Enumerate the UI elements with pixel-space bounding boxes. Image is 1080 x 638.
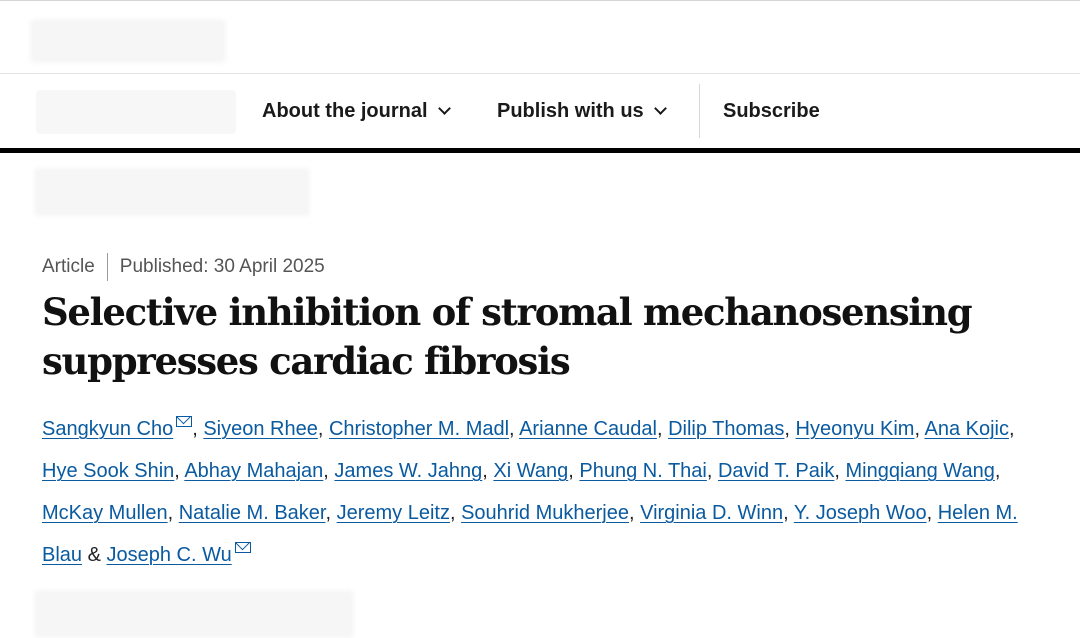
author-separator: , (628, 502, 641, 524)
author-separator: , (706, 460, 718, 482)
author-link[interactable]: McKay Mullen (42, 502, 168, 524)
nav-subscribe-label: Subscribe (723, 99, 820, 122)
author-separator: , (174, 460, 185, 482)
author-link[interactable]: Joseph C. Wu (106, 544, 232, 566)
author-separator: , (834, 460, 846, 482)
author-link[interactable]: Siyeon Rhee (203, 418, 318, 440)
author-separator: , (167, 502, 179, 524)
article-title: Selective inhibition of stromal mechanosensing suppresses cardiac fibrosis (42, 290, 972, 383)
author-link[interactable]: Xi Wang (493, 460, 569, 482)
author-separator-last: & (82, 544, 107, 566)
author-link[interactable]: David T. Paik (717, 460, 835, 482)
article-meta (42, 254, 325, 280)
author-link[interactable]: Ana Kojic (924, 418, 1009, 440)
author-link[interactable]: Hye Sook Shin (42, 460, 175, 482)
author-separator: , (926, 502, 938, 524)
author-separator: , (192, 418, 204, 440)
nav-about-label: About the journal (262, 99, 428, 122)
author-separator: , (914, 418, 925, 440)
chevron-down-icon (654, 102, 667, 115)
author-link[interactable]: Phung N. Thai (579, 460, 707, 482)
chevron-down-icon (438, 102, 451, 115)
author-link[interactable]: Y. Joseph Woo (793, 502, 927, 524)
journal-logo[interactable] (36, 90, 236, 134)
mail-icon[interactable] (235, 542, 251, 553)
author-link[interactable]: Christopher M. Madl (328, 418, 510, 440)
author-separator: , (509, 418, 520, 440)
mail-icon[interactable] (176, 416, 192, 427)
publish-date: Published: 30 April 2025 (119, 256, 325, 277)
author-separator: , (783, 502, 794, 524)
author-link[interactable]: Arianne Caudal (519, 418, 657, 440)
author-link[interactable]: Souhrid Mukherjee (461, 502, 629, 524)
author-separator: , (325, 502, 337, 524)
author-link[interactable]: Abhay Mahajan (184, 460, 324, 482)
author-link[interactable]: Natalie M. Baker (178, 502, 326, 524)
footer-placeholder (34, 590, 354, 638)
author-separator: , (317, 418, 329, 440)
breadcrumb-placeholder (34, 168, 310, 216)
author-link[interactable]: Dilip Thomas (668, 418, 785, 440)
author-separator: , (323, 460, 335, 482)
top-banner (0, 0, 1080, 74)
nav-about-journal[interactable] (262, 96, 449, 126)
nav-divider (699, 84, 700, 138)
nav-publish-label: Publish with us (497, 99, 644, 122)
author-separator: , (994, 460, 1001, 482)
author-list (42, 408, 1042, 576)
author-link[interactable]: James W. Jahng (334, 460, 483, 482)
author-link[interactable]: Hyeonyu Kim (795, 418, 915, 440)
author-separator: , (449, 502, 462, 524)
author-link[interactable]: Helen M. Blau (42, 502, 1018, 566)
author-link[interactable]: Virginia D. Winn (640, 502, 784, 524)
author-link[interactable]: Sangkyun Cho (42, 418, 174, 440)
author-separator: , (482, 460, 494, 482)
author-separator: , (1008, 418, 1015, 440)
article-type: Article (42, 256, 95, 277)
meta-divider (107, 253, 108, 281)
author-separator: , (568, 460, 580, 482)
author-link[interactable]: Jeremy Leitz (336, 502, 450, 524)
banner-placeholder (30, 19, 226, 63)
author-separator: , (656, 418, 669, 440)
author-separator: , (784, 418, 796, 440)
nav-publish-with-us[interactable] (497, 96, 665, 126)
author-link[interactable]: Mingqiang Wang (845, 460, 995, 482)
journal-nav (0, 74, 1080, 153)
nav-subscribe[interactable] (723, 96, 820, 126)
